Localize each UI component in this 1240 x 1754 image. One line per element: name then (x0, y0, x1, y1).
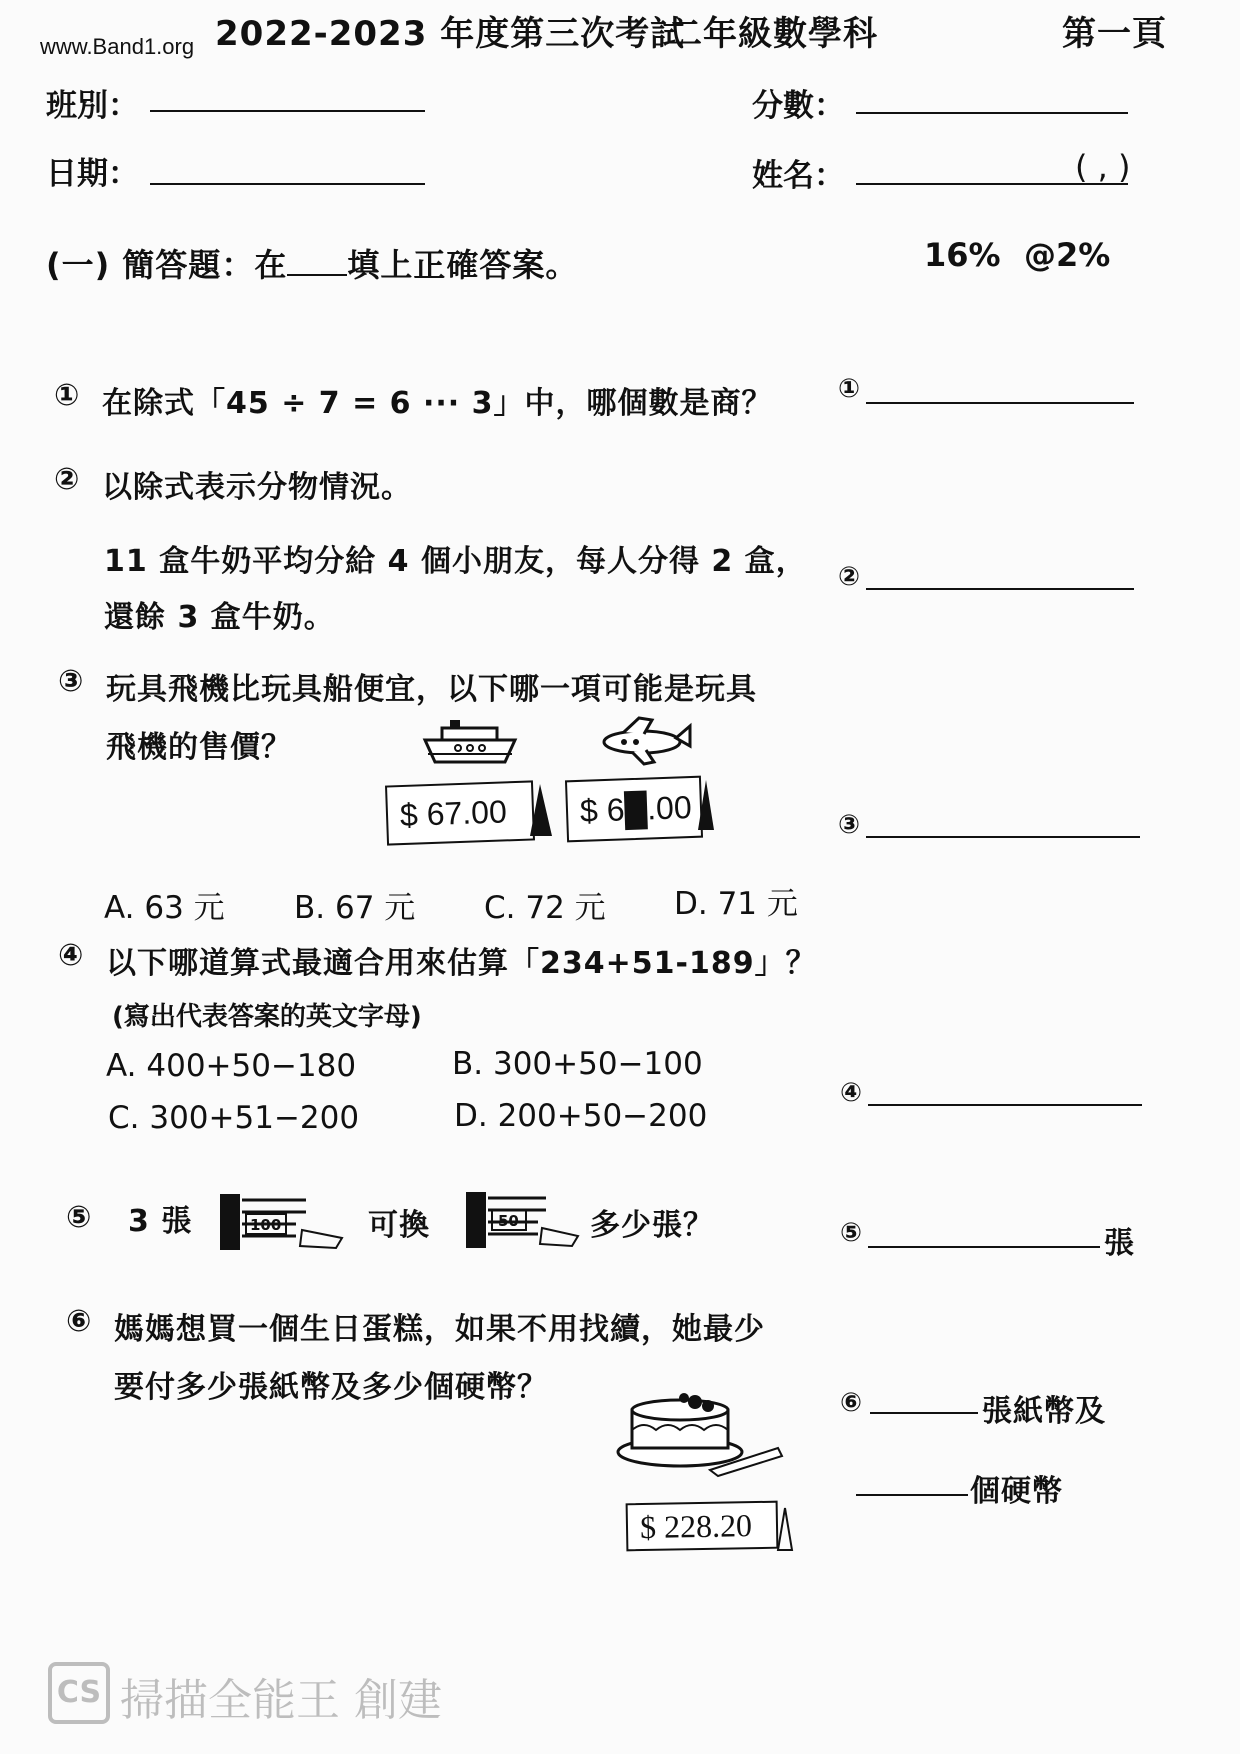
q4-option-a: A. 400+50−180 (106, 1048, 357, 1084)
boat-icon (420, 718, 520, 768)
airplane-icon (594, 716, 694, 766)
score-field[interactable] (856, 112, 1128, 114)
cake-price-tag: $ 228.20 (626, 1501, 779, 1552)
banknote-100-value: 100 (250, 1216, 282, 1234)
section-title-suffix: 填上正確答案。 (347, 246, 579, 284)
class-field[interactable] (150, 110, 425, 112)
q4-note: (寫出代表答案的英文字母) (112, 1002, 422, 1032)
q1-number: ① (54, 378, 81, 413)
q6-line1: 媽媽想買一個生日蛋糕，如果不用找續，她最少 (114, 1312, 765, 1347)
score-label: 分數： (752, 88, 845, 124)
banknote-50-value: 50 (498, 1212, 519, 1230)
section-blank (287, 248, 347, 276)
q3-option-c: C. 72 元 (484, 890, 606, 926)
q4-number: ④ (58, 938, 85, 973)
q5-answer-field[interactable] (868, 1246, 1100, 1248)
section-weight: 16% (924, 236, 1001, 274)
q2-text: 以除式表示分物情況。 (102, 470, 412, 505)
banknote-100-icon (216, 1190, 346, 1254)
q4-answer-number: ④ (840, 1078, 863, 1108)
q3-answer-field[interactable] (866, 836, 1140, 838)
q3-number: ③ (58, 664, 85, 699)
q3-line2: 飛機的售價？ (106, 730, 292, 765)
q6-unit-coins: 個硬幣 (970, 1474, 1063, 1509)
q1-answer-number: ① (838, 374, 861, 404)
q5-exchange: 可換 (368, 1208, 430, 1243)
q1-text: 在除式「45 ÷ 7 = 6 ··· 3」中，哪個數是商？ (102, 386, 773, 421)
cs-badge-icon: CS (48, 1662, 110, 1724)
q4-option-d: D. 200+50−200 (454, 1098, 708, 1134)
q2-answer-number: ② (838, 562, 861, 592)
watermark-url: www.Band1.org (40, 34, 195, 59)
q2-line1: 11 盒牛奶平均分給 4 個小朋友，每人分得 2 盒， (104, 544, 807, 579)
q6-answer-number: ⑥ (840, 1388, 863, 1418)
page-label: 第一頁 (1062, 14, 1167, 54)
q4-option-b: B. 300+50−100 (452, 1046, 703, 1082)
exam-title: 2022-2023 年度第三次考試 (215, 14, 686, 54)
date-label: 日期： (46, 156, 139, 192)
date-field[interactable] (150, 183, 425, 185)
q2-number: ② (54, 462, 81, 497)
scanner-watermark: 掃描全能王 創建 (120, 1675, 442, 1726)
q5-unit: 張 (1104, 1226, 1135, 1261)
q3-answer-number: ③ (838, 810, 861, 840)
q5-count: 3 張 (128, 1204, 193, 1239)
q3-line1: 玩具飛機比玩具船便宜，以下哪一項可能是玩具 (106, 672, 757, 707)
boat-tag-hanger (528, 780, 554, 838)
q6-banknotes-field[interactable] (870, 1412, 978, 1414)
plane-tag-hanger (696, 776, 716, 832)
q3-option-a: A. 63 元 (104, 890, 225, 926)
boat-price-tag: $ 67.00 (385, 780, 535, 845)
q6-number: ⑥ (66, 1304, 93, 1339)
q3-option-b: B. 67 元 (294, 890, 416, 926)
q2-answer-field[interactable] (866, 588, 1134, 590)
q6-coins-field[interactable] (856, 1494, 968, 1496)
section-title-prefix: (一) 簡答題：在 (46, 246, 288, 284)
q2-line2: 還餘 3 盒牛奶。 (104, 600, 335, 635)
q4-option-c: C. 300+51−200 (108, 1100, 360, 1136)
q5-ask: 多少張？ (590, 1208, 714, 1243)
name-paren: ( , ) (1075, 148, 1131, 186)
q5-answer-number: ⑤ (840, 1218, 863, 1248)
section-per-question: @2% (1024, 236, 1111, 274)
name-label: 姓名： (752, 158, 845, 194)
q6-line2: 要付多少張紙幣及多少個硬幣？ (114, 1370, 548, 1405)
q3-option-d: D. 71 元 (674, 886, 798, 922)
q1-answer-field[interactable] (866, 402, 1134, 404)
birthday-cake-icon (610, 1390, 790, 1490)
subject-title: 二年級數學科 (668, 14, 878, 54)
q4-text: 以下哪道算式最適合用來估算「234+51-189」？ (106, 946, 817, 981)
banknote-50-icon (462, 1188, 582, 1252)
plane-price-tag: $ 6█.00 (565, 776, 703, 843)
q5-number: ⑤ (66, 1200, 93, 1235)
q4-answer-field[interactable] (868, 1104, 1142, 1106)
section-title (46, 240, 578, 286)
cake-tag-hanger (776, 1504, 794, 1552)
q6-unit-banknotes: 張紙幣及 (982, 1394, 1106, 1429)
class-label: 班別： (46, 88, 139, 124)
